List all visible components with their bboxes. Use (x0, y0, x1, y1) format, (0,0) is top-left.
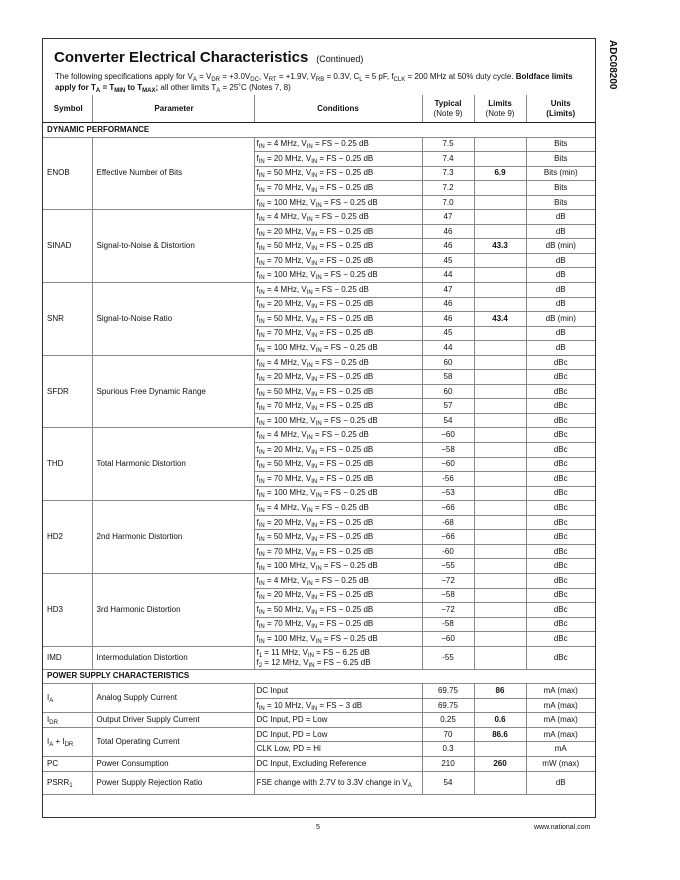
table-body (43, 123, 595, 795)
cell-symbol: ENOB (43, 137, 92, 210)
cell-limit (474, 181, 526, 196)
header-parameter: Parameter (92, 95, 254, 123)
cell-parameter: Total Harmonic Distortion (92, 428, 254, 501)
cell-typical: 46 (422, 239, 474, 254)
cell-conditions: $f_{IN} = 70$ MHz, $V_{IN}$ = FS − 0.25 dB (254, 544, 422, 559)
cell-limit (474, 457, 526, 472)
cell-symbol: SNR (43, 283, 92, 356)
title-continued: (Continued) (316, 54, 364, 64)
cell-units: Bits (min) (526, 166, 595, 181)
cell-limit (474, 742, 526, 757)
cell-units: dBc (526, 588, 595, 603)
cell-limit (474, 224, 526, 239)
cell-limit (474, 771, 526, 794)
cell-symbol: SINAD (43, 210, 92, 283)
cell-typical: 58 (422, 370, 474, 385)
cell-typical: -60 (422, 544, 474, 559)
cell-units: dBc (526, 617, 595, 632)
cell-units: dBc (526, 399, 595, 414)
intro-text: The following specifications apply for $V_A = V_{DR} = +3.0V_{DC}$, $V_{RT} = +1.9V$, $V_{RB} = 0.3V$, $C_L = 5$ pF, $f_{CLK} = 200$ MHz at 50% duty cycle. Boldface limits apply for $T_A = T_{MIN}$ to $T_{MAX}$; all other limits $T_A$ = 25˚C (Notes 7, 8) (55, 72, 573, 94)
table-row (43, 756, 595, 771)
cell-units: dB (526, 283, 595, 298)
cell-units: dBc (526, 443, 595, 458)
cell-typical: 46 (422, 312, 474, 327)
cell-limit (474, 530, 526, 545)
cell-units: dB (min) (526, 312, 595, 327)
cell-symbol: $I_A$ (43, 684, 92, 713)
cell-typical: -58 (422, 617, 474, 632)
spec-table (43, 95, 595, 795)
cell-limit (474, 472, 526, 487)
cell-conditions: $f_{IN} = 70$ MHz, $V_{IN}$ = FS − 0.25 dB (254, 326, 422, 341)
cell-limit (474, 355, 526, 370)
cell-parameter: Signal-to-Noise Ratio (92, 283, 254, 356)
cell-typical: 69.75 (422, 698, 474, 713)
header-limits: Limits (Note 9) (474, 95, 526, 123)
header-units: Units (Limits) (526, 95, 595, 123)
cell-conditions: $f_{IN} = 4$ MHz, $V_{IN}$ = FS − 0.25 dB (254, 355, 422, 370)
cell-conditions: $f_{IN} = 20$ MHz, $V_{IN}$ = FS − 0.25 dB (254, 297, 422, 312)
cell-units: mW (max) (526, 756, 595, 771)
cell-limit (474, 698, 526, 713)
cell-conditions: $f_{IN} = 100$ MHz, $V_{IN}$ = FS − 0.25 dB (254, 268, 422, 283)
header-symbol: Symbol (43, 95, 92, 123)
cell-conditions: DC Input, PD = Low (254, 727, 422, 742)
cell-typical: 7.5 (422, 137, 474, 152)
cell-units: dBc (526, 646, 595, 669)
cell-conditions: FSE change with 2.7V to 3.3V change in $V_A$ (254, 771, 422, 794)
cell-conditions: $f_{IN} = 50$ MHz, $V_{IN}$ = FS − 0.25 dB (254, 603, 422, 618)
cell-limit (474, 253, 526, 268)
table-header-row (43, 95, 595, 123)
cell-parameter: 3rd Harmonic Distortion (92, 573, 254, 646)
cell-units: dBc (526, 530, 595, 545)
cell-limit: 86 (474, 684, 526, 699)
cell-typical: 60 (422, 355, 474, 370)
cell-units: dBc (526, 559, 595, 574)
table-row (43, 355, 595, 370)
cell-limit (474, 603, 526, 618)
cell-conditions: $f_{IN} = 4$ MHz, $V_{IN}$ = FS − 0.25 dB (254, 428, 422, 443)
cell-limit (474, 283, 526, 298)
cell-limit (474, 341, 526, 356)
cell-typical: 60 (422, 384, 474, 399)
table-row (43, 713, 595, 728)
cell-limit (474, 443, 526, 458)
header-conditions: Conditions (254, 95, 422, 123)
cell-limit (474, 646, 526, 669)
table-row (43, 210, 595, 225)
cell-conditions: CLK Low, PD = Hi (254, 742, 422, 757)
cell-parameter: Analog Supply Current (92, 684, 254, 713)
cell-typical: 47 (422, 210, 474, 225)
cell-symbol: IMD (43, 646, 92, 669)
cell-limit (474, 137, 526, 152)
cell-typical: 57 (422, 399, 474, 414)
cell-parameter: Power Consumption (92, 756, 254, 771)
page-title: Converter Electrical Characteristics (54, 49, 309, 66)
cell-units: dBc (526, 457, 595, 472)
cell-units: mA (max) (526, 713, 595, 728)
cell-units: dBc (526, 370, 595, 385)
cell-typical: −55 (422, 559, 474, 574)
cell-typical: 7.3 (422, 166, 474, 181)
cell-units: mA (526, 742, 595, 757)
cell-limit (474, 515, 526, 530)
cell-conditions: $f_{IN} = 70$ MHz, $V_{IN}$ = FS − 0.25 dB (254, 617, 422, 632)
cell-typical: 44 (422, 268, 474, 283)
cell-units: Bits (526, 195, 595, 210)
cell-typical: −72 (422, 573, 474, 588)
datasheet-page (42, 38, 596, 818)
cell-symbol: PC (43, 756, 92, 771)
cell-limit (474, 588, 526, 603)
cell-conditions: $f_{IN} = 20$ MHz, $V_{IN}$ = FS − 0.25 dB (254, 443, 422, 458)
footer-url[interactable]: www.national.com (534, 824, 591, 831)
cell-limit (474, 210, 526, 225)
cell-units: dBc (526, 515, 595, 530)
cell-units: mA (max) (526, 698, 595, 713)
cell-conditions: DC Input (254, 684, 422, 699)
cell-units: dBc (526, 573, 595, 588)
cell-typical: −60 (422, 632, 474, 647)
cell-typical: −58 (422, 588, 474, 603)
cell-units: dBc (526, 413, 595, 428)
cell-limit (474, 428, 526, 443)
cell-limit (474, 501, 526, 516)
table-row (43, 646, 595, 669)
cell-parameter: Signal-to-Noise & Distortion (92, 210, 254, 283)
cell-limit: 86.6 (474, 727, 526, 742)
cell-conditions: $f_{IN} = 50$ MHz, $V_{IN}$ = FS − 0.25 dB (254, 312, 422, 327)
cell-conditions: $f_{IN} = 70$ MHz, $V_{IN}$ = FS − 0.25 dB (254, 181, 422, 196)
cell-typical: −58 (422, 443, 474, 458)
cell-limit: 43.4 (474, 312, 526, 327)
cell-conditions: $f_{IN} = 4$ MHz, $V_{IN}$ = FS − 0.25 dB (254, 501, 422, 516)
cell-units: dBc (526, 603, 595, 618)
cell-conditions: DC Input, PD = Low (254, 713, 422, 728)
cell-limit (474, 617, 526, 632)
cell-units: dBc (526, 472, 595, 487)
cell-symbol: HD2 (43, 501, 92, 574)
cell-typical: −72 (422, 603, 474, 618)
title-row (54, 49, 363, 67)
cell-conditions: $f_{IN} = 50$ MHz, $V_{IN}$ = FS − 0.25 dB (254, 166, 422, 181)
table-row (43, 684, 595, 699)
table-row (43, 771, 595, 794)
table-row (43, 428, 595, 443)
cell-typical: 54 (422, 413, 474, 428)
cell-units: dBc (526, 384, 595, 399)
cell-conditions: $f_{IN} = 10$ MHz, $V_{IN}$ = FS − 3 dB (254, 698, 422, 713)
cell-conditions: $f_{IN} = 100$ MHz, $V_{IN}$ = FS − 0.25 dB (254, 413, 422, 428)
cell-conditions: $f_{IN} = 50$ MHz, $V_{IN}$ = FS − 0.25 dB (254, 239, 422, 254)
cell-symbol: $PSRR_1$ (43, 771, 92, 794)
table-row (43, 573, 595, 588)
cell-conditions: $f_{IN} = 50$ MHz, $V_{IN}$ = FS − 0.25 dB (254, 457, 422, 472)
cell-limit (474, 370, 526, 385)
cell-typical: 45 (422, 326, 474, 341)
cell-units: Bits (526, 137, 595, 152)
cell-typical: 210 (422, 756, 474, 771)
cell-parameter: Output Driver Supply Current (92, 713, 254, 728)
section-header-row (43, 123, 595, 138)
cell-units: mA (max) (526, 684, 595, 699)
cell-symbol: THD (43, 428, 92, 501)
cell-units: mA (max) (526, 727, 595, 742)
cell-symbol: SFDR (43, 355, 92, 428)
cell-conditions: $f_{IN} = 70$ MHz, $V_{IN}$ = FS − 0.25 dB (254, 253, 422, 268)
cell-conditions: $f_{IN} = 100$ MHz, $V_{IN}$ = FS − 0.25 dB (254, 341, 422, 356)
cell-limit (474, 544, 526, 559)
cell-conditions: $f_1 = 11$ MHz, $V_{IN}$ = FS − 6.25 dB $f_2 = 12$ MHz, $V_{IN}$ = FS − 6.25 dB (254, 646, 422, 669)
cell-units: dBc (526, 501, 595, 516)
cell-typical: 69.75 (422, 684, 474, 699)
cell-typical: 46 (422, 297, 474, 312)
cell-conditions: $f_{IN} = 4$ MHz, $V_{IN}$ = FS − 0.25 dB (254, 210, 422, 225)
cell-limit: 0.6 (474, 713, 526, 728)
part-number-side-label: ADC08200 (607, 40, 618, 90)
cell-units: Bits (526, 181, 595, 196)
cell-units: dB (min) (526, 239, 595, 254)
cell-units: dB (526, 224, 595, 239)
cell-typical: −66 (422, 501, 474, 516)
cell-conditions: $f_{IN} = 100$ MHz, $V_{IN}$ = FS − 0.25 dB (254, 632, 422, 647)
cell-limit (474, 297, 526, 312)
cell-limit (474, 268, 526, 283)
cell-parameter: Power Supply Rejection Ratio (92, 771, 254, 794)
cell-typical: −53 (422, 486, 474, 501)
cell-units: dB (526, 297, 595, 312)
cell-conditions: $f_{IN} = 20$ MHz, $V_{IN}$ = FS − 0.25 dB (254, 152, 422, 167)
cell-typical: -55 (422, 646, 474, 669)
cell-units: dBc (526, 632, 595, 647)
cell-typical: 7.4 (422, 152, 474, 167)
cell-limit (474, 326, 526, 341)
cell-units: dB (526, 341, 595, 356)
cell-limit (474, 152, 526, 167)
page-number: 5 (316, 824, 320, 831)
section-title: POWER SUPPLY CHARACTERISTICS (43, 669, 595, 684)
cell-typical: 7.0 (422, 195, 474, 210)
cell-typical: 45 (422, 253, 474, 268)
cell-conditions: $f_{IN} = 70$ MHz, $V_{IN}$ = FS − 0.25 dB (254, 472, 422, 487)
cell-limit (474, 632, 526, 647)
cell-parameter: Total Operating Current (92, 727, 254, 756)
cell-parameter: Intermodulation Distortion (92, 646, 254, 669)
cell-typical: −60 (422, 428, 474, 443)
cell-parameter: Spurious Free Dynamic Range (92, 355, 254, 428)
cell-units: dBc (526, 544, 595, 559)
cell-limit (474, 413, 526, 428)
cell-units: dB (526, 268, 595, 283)
cell-typical: -56 (422, 472, 474, 487)
cell-limit: 43.3 (474, 239, 526, 254)
cell-limit (474, 573, 526, 588)
cell-conditions: $f_{IN} = 50$ MHz, $V_{IN}$ = FS − 0.25 dB (254, 384, 422, 399)
cell-typical: 47 (422, 283, 474, 298)
header-typical: Typical (Note 9) (422, 95, 474, 123)
section-title: DYNAMIC PERFORMANCE (43, 123, 595, 138)
cell-units: dB (526, 326, 595, 341)
cell-conditions: $f_{IN} = 100$ MHz, $V_{IN}$ = FS − 0.25 dB (254, 195, 422, 210)
cell-limit: 260 (474, 756, 526, 771)
cell-limit (474, 384, 526, 399)
cell-parameter: Effective Number of Bits (92, 137, 254, 210)
table-row (43, 283, 595, 298)
cell-conditions: $f_{IN} = 20$ MHz, $V_{IN}$ = FS − 0.25 dB (254, 224, 422, 239)
cell-units: Bits (526, 152, 595, 167)
cell-typical: 46 (422, 224, 474, 239)
cell-conditions: $f_{IN} = 4$ MHz, $V_{IN}$ = FS − 0.25 dB (254, 573, 422, 588)
cell-units: dBc (526, 355, 595, 370)
cell-units: dB (526, 771, 595, 794)
cell-symbol: $I_{DR}$ (43, 713, 92, 728)
cell-conditions: $f_{IN} = 4$ MHz, $V_{IN}$ = FS − 0.25 dB (254, 137, 422, 152)
cell-limit (474, 195, 526, 210)
cell-units: dBc (526, 428, 595, 443)
table-row (43, 727, 595, 742)
cell-conditions: $f_{IN} = 70$ MHz, $V_{IN}$ = FS − 0.25 dB (254, 399, 422, 414)
cell-typical: 0.3 (422, 742, 474, 757)
cell-parameter: 2nd Harmonic Distortion (92, 501, 254, 574)
cell-symbol: $I_A + I_{DR}$ (43, 727, 92, 756)
cell-typical: −60 (422, 457, 474, 472)
cell-typical: 70 (422, 727, 474, 742)
cell-symbol: HD3 (43, 573, 92, 646)
cell-conditions: $f_{IN} = 100$ MHz, $V_{IN}$ = FS − 0.25 dB (254, 559, 422, 574)
cell-limit (474, 559, 526, 574)
table-row (43, 501, 595, 516)
cell-conditions: DC Input, Excluding Reference (254, 756, 422, 771)
cell-conditions: $f_{IN} = 100$ MHz, $V_{IN}$ = FS − 0.25 dB (254, 486, 422, 501)
cell-units: dBc (526, 486, 595, 501)
cell-limit (474, 399, 526, 414)
cell-conditions: $f_{IN} = 20$ MHz, $V_{IN}$ = FS − 0.25 dB (254, 515, 422, 530)
cell-typical: −66 (422, 530, 474, 545)
cell-typical: -68 (422, 515, 474, 530)
table-row (43, 137, 595, 152)
cell-typical: 54 (422, 771, 474, 794)
cell-limit: 6.9 (474, 166, 526, 181)
cell-typical: 7.2 (422, 181, 474, 196)
cell-conditions: $f_{IN} = 50$ MHz, $V_{IN}$ = FS − 0.25 dB (254, 530, 422, 545)
section-header-row (43, 669, 595, 684)
cell-typical: 0.25 (422, 713, 474, 728)
cell-conditions: $f_{IN} = 20$ MHz, $V_{IN}$ = FS − 0.25 dB (254, 370, 422, 385)
cell-conditions: $f_{IN} = 20$ MHz, $V_{IN}$ = FS − 0.25 dB (254, 588, 422, 603)
cell-units: dB (526, 210, 595, 225)
cell-limit (474, 486, 526, 501)
cell-conditions: $f_{IN} = 4$ MHz, $V_{IN}$ = FS − 0.25 dB (254, 283, 422, 298)
cell-units: dB (526, 253, 595, 268)
cell-typical: 44 (422, 341, 474, 356)
